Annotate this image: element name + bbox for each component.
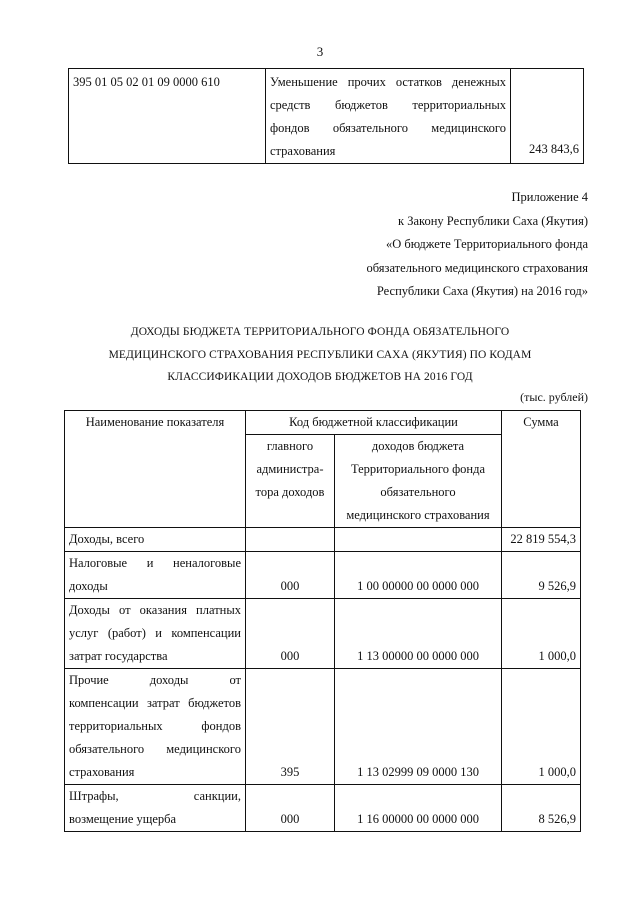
row-name-line: страхования	[69, 765, 135, 779]
row-name-line: Штрафы, санкции,	[69, 789, 241, 803]
header-income-line: обязательного	[380, 485, 456, 499]
row-name	[65, 528, 246, 552]
header-admin-line: тора доходов	[255, 485, 325, 499]
header-income-line: Территориального фонда	[350, 462, 486, 476]
row-name-line: компенсации затрат бюджетов	[69, 696, 241, 710]
top-row-description	[266, 69, 511, 164]
header-sum: Сумма	[502, 411, 581, 528]
row-name	[65, 669, 246, 785]
row-code: 1 13 02999 09 0000 130	[335, 669, 502, 785]
top-desc-line: фондов обязательного медицинского	[270, 121, 506, 135]
appendix-line: Приложение 4	[511, 190, 588, 204]
appendix-line: к Закону Республики Саха (Якутия)	[398, 213, 588, 228]
table-row	[65, 552, 581, 599]
document-title	[0, 321, 640, 389]
top-desc-line: страхования	[270, 144, 336, 158]
row-name	[65, 785, 246, 832]
row-name-line: затрат государства	[69, 649, 168, 663]
row-name-line: территориальных фондов	[69, 719, 241, 733]
row-code: 1 00 00000 00 0000 000	[335, 552, 502, 599]
table-row	[65, 599, 581, 669]
row-name-line: Доходы, всего	[69, 532, 145, 546]
row-name-line: Прочие доходы от	[69, 673, 241, 687]
row-name-line: Доходы от оказания платных	[69, 603, 241, 617]
title-line: МЕДИЦИНСКОГО СТРАХОВАНИЯ РЕСПУБЛИКИ САХА (ЯКУТИЯ) ПО КОДАМ	[108, 348, 532, 361]
appendix-line: обязательного медицинского страхования	[366, 260, 588, 275]
page-number: 3	[316, 44, 324, 59]
table-row	[65, 669, 581, 785]
row-admin	[246, 528, 335, 552]
row-name-line: возмещение ущерба	[69, 812, 177, 826]
row-name	[65, 599, 246, 669]
header-income-line: доходов бюджета	[371, 439, 465, 453]
header-income	[335, 435, 502, 528]
header-admin-line: главного	[266, 439, 314, 453]
row-sum: 1 000,0	[502, 599, 581, 669]
row-sum: 22 819 554,3	[502, 528, 581, 552]
header-code-group: Код бюджетной классификации	[246, 411, 502, 435]
top-row-sum: 243 843,6	[511, 69, 584, 164]
header-name: Наименование показателя	[65, 411, 246, 528]
header-admin-line: администра-	[256, 462, 324, 476]
table-row	[65, 785, 581, 832]
row-sum: 9 526,9	[502, 552, 581, 599]
appendix-line: «О бюджете Территориального фонда	[385, 237, 588, 251]
row-admin: 000	[246, 552, 335, 599]
appendix-line: Республики Саха (Якутия) на 2016 год»	[376, 284, 588, 298]
row-name-line: обязательного медицинского	[69, 742, 241, 756]
row-sum: 1 000,0	[502, 669, 581, 785]
header-income-line: медицинского страхования	[346, 508, 490, 522]
row-admin: 395	[246, 669, 335, 785]
row-code	[335, 528, 502, 552]
continued-table-row	[68, 68, 584, 164]
title-line: КЛАССИФИКАЦИИ ДОХОДОВ БЮДЖЕТОВ НА 2016 ГОД	[167, 371, 473, 383]
row-name-line: доходы	[69, 579, 108, 593]
header-row	[65, 411, 581, 435]
row-sum: 8 526,9	[502, 785, 581, 832]
row-code: 1 13 00000 00 0000 000	[335, 599, 502, 669]
unit-label: (тыс. рублей)	[520, 390, 588, 404]
row-admin: 000	[246, 599, 335, 669]
top-desc-line: средств бюджетов территориальных	[270, 98, 506, 112]
row-name	[65, 552, 246, 599]
header-admin	[246, 435, 335, 528]
row-name-line: услуг (работ) и компенсации	[69, 626, 241, 640]
top-desc-line: Уменьшение прочих остатков денежных	[270, 75, 506, 89]
row-admin: 000	[246, 785, 335, 832]
income-table	[64, 410, 581, 832]
row-name-line: Налоговые и неналоговые	[69, 556, 241, 570]
title-line: ДОХОДЫ БЮДЖЕТА ТЕРРИТОРИАЛЬНОГО ФОНДА ОБЯЗАТЕЛЬНОГО	[130, 326, 510, 338]
top-row-code: 395 01 05 02 01 09 0000 610	[69, 69, 266, 164]
row-code: 1 16 00000 00 0000 000	[335, 785, 502, 832]
table-row	[65, 528, 581, 552]
appendix-header	[366, 186, 588, 304]
